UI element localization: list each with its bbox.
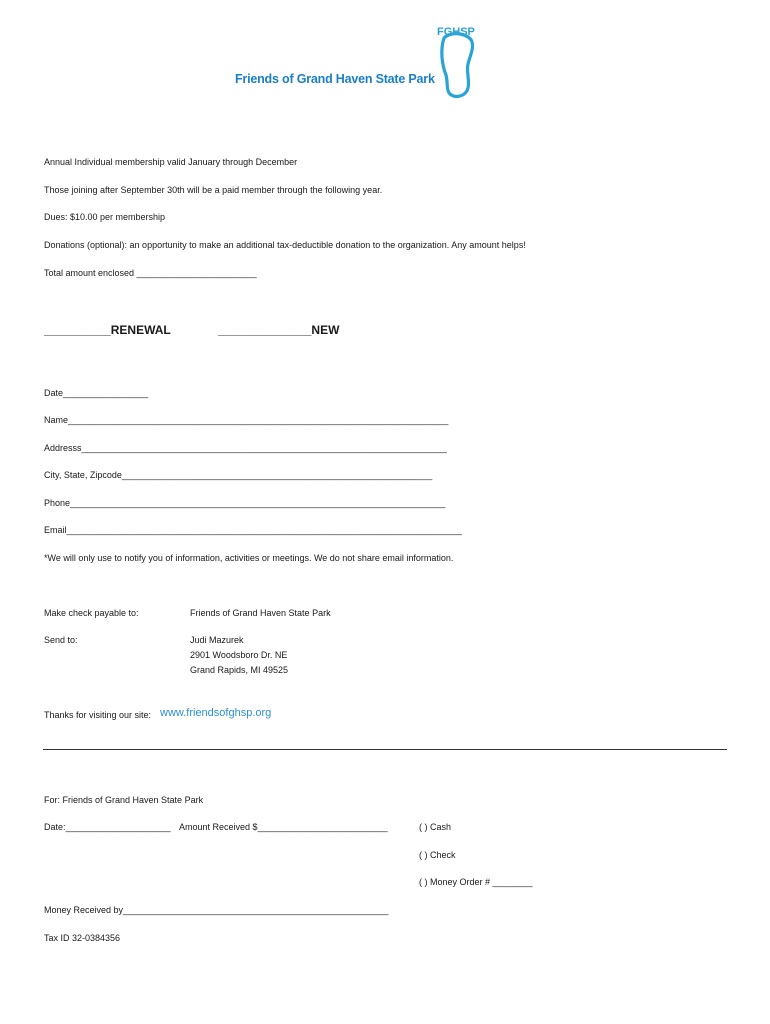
phone-field[interactable]: Phone___________________________________________________________________________ [44,498,446,508]
donations-text: Donations (optional): an opportunity to make an additional tax-deductible donation to the organization. Any amount helps! [44,240,526,250]
divider-line [43,749,727,750]
office-for-text: For: Friends of Grand Haven State Park [44,795,204,805]
renewal-checkbox-line[interactable]: __________RENEWAL [44,323,171,337]
office-date-field[interactable]: Date:_____________________ [44,822,171,832]
payable-value: Friends of Grand Haven State Park [190,608,331,618]
money-received-by-field[interactable]: Money Received by_____________________________________________________ [44,905,389,915]
payable-label: Make check payable to: [44,608,139,618]
logo-letters: FGHSP [437,26,475,38]
website-link[interactable]: www.friendsofghsp.org [160,707,272,719]
cash-option[interactable]: ( ) Cash [419,822,452,832]
address-field[interactable]: Addresss_________________________________________________________________________ [44,443,447,453]
mailing-name: Judi Mazurek [190,635,244,645]
city-state-zip-field[interactable]: City, State, Zipcode______________________________________________________________ [44,470,433,480]
dues-text: Dues: $10.00 per membership [44,212,166,222]
org-name-logo-text: Friends of Grand Haven State Park [235,72,435,86]
name-field[interactable]: Name____________________________________________________________________________ [44,415,449,425]
amount-received-field[interactable]: Amount Received $__________________________ [179,822,388,832]
new-checkbox-line[interactable]: ______________NEW [218,323,340,337]
check-option[interactable]: ( ) Check [419,850,456,860]
thanks-text: Thanks for visiting our site: [44,710,152,720]
late-joining-text: Those joining after September 30th will be a paid member through the following year. [44,185,383,195]
email-privacy-note: *We will only use to notify you of information, activities or meetings. We do not share email information. [44,553,454,563]
mailing-street: 2901 Woodsboro Dr. NE [190,650,288,660]
total-enclosed-field[interactable]: Total amount enclosed ________________________ [44,268,257,278]
date-field[interactable]: Date_________________ [44,388,149,398]
tax-id-text: Tax ID 32-0384356 [44,933,121,943]
mailing-city: Grand Rapids, MI 49525 [190,665,289,675]
membership-validity-text: Annual Individual membership valid January through December [44,157,298,167]
money-order-option[interactable]: ( ) Money Order # ________ [419,877,533,887]
email-field[interactable]: Email_______________________________________________________________________________ [44,525,462,535]
footprint-logo-icon [432,20,482,105]
send-to-label: Send to: [44,635,78,645]
